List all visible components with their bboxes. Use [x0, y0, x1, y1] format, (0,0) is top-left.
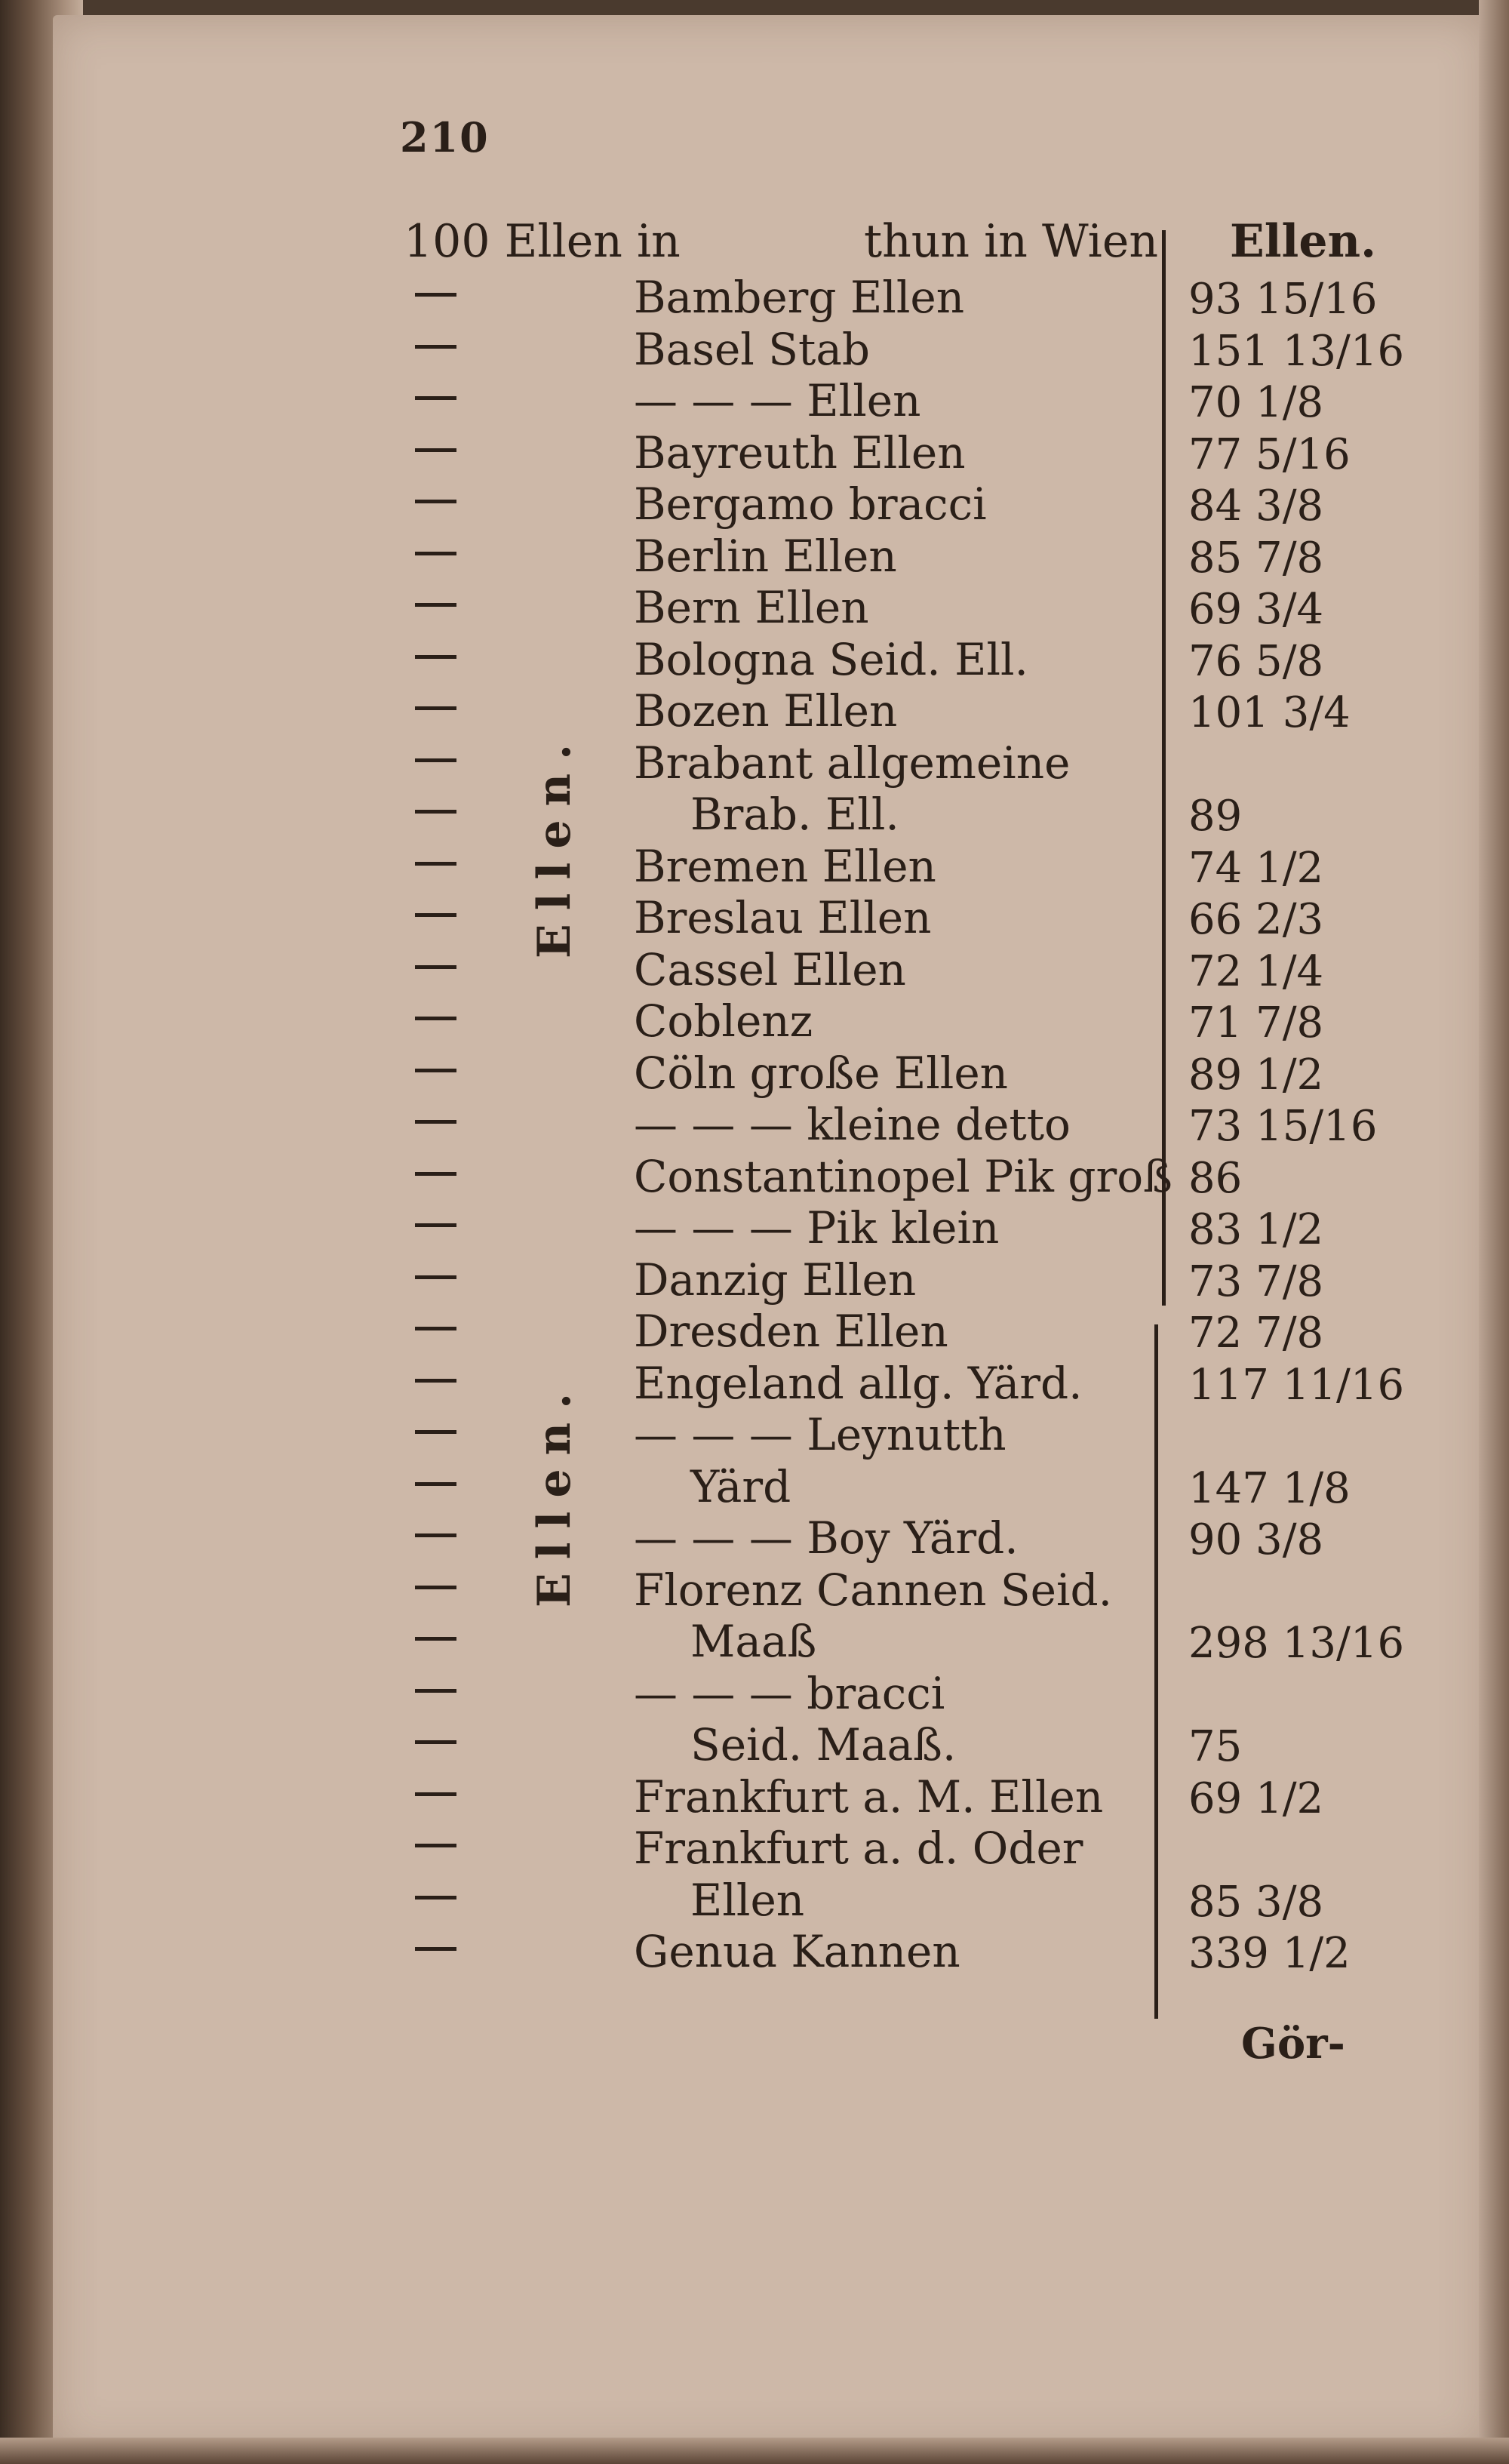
table-row: [0, 789, 1509, 841]
ditto-dash: [415, 396, 456, 400]
measure-value: 93 15/16: [1188, 275, 1378, 324]
measure-value: 72 7/8: [1188, 1309, 1324, 1358]
ditto-dash: [415, 758, 456, 762]
measure-value: 76 5/8: [1188, 636, 1324, 686]
measure-value: 339 1/2: [1188, 1929, 1351, 1978]
place-name: Brab. Ell.: [690, 789, 899, 840]
table-row: [0, 427, 1509, 480]
ditto-dash: [415, 862, 456, 866]
table-row: [0, 1719, 1509, 1772]
place-name: Basel Stab: [634, 323, 871, 375]
ditto-dash: [415, 1017, 456, 1020]
ditto-dash: [415, 1586, 456, 1589]
ditto-dash: [415, 1740, 456, 1744]
table-row: [0, 1771, 1509, 1824]
place-name: — — — Boy Yärd.: [634, 1512, 1019, 1564]
place-name: Bremen Ellen: [634, 840, 936, 892]
measure-value: 151 13/16: [1188, 326, 1405, 376]
table-row: [0, 375, 1509, 428]
table-row: [0, 1202, 1509, 1255]
header-left: 100 Ellen in: [404, 215, 681, 268]
table-row: [0, 531, 1509, 583]
ditto-dash: [415, 1069, 456, 1072]
measure-value: 66 2/3: [1188, 895, 1324, 944]
measure-value: 72 1/4: [1188, 946, 1324, 996]
measure-value: 71 7/8: [1188, 998, 1324, 1047]
table-row: [0, 582, 1509, 635]
place-name: Brabant allgemeine: [634, 737, 1071, 789]
ditto-dash: [415, 1120, 456, 1124]
measure-value: 69 3/4: [1188, 585, 1324, 634]
place-name: Bergamo bracci: [634, 478, 987, 530]
table-row: [0, 944, 1509, 997]
table-row: [0, 1668, 1509, 1721]
place-name: Danzig Ellen: [634, 1254, 917, 1306]
table-row: [0, 1461, 1509, 1514]
ditto-dash: [415, 603, 456, 607]
ditto-dash: [415, 1223, 456, 1227]
side-label-lower: Ellen.: [528, 1379, 581, 1607]
place-name: Bozen Ellen: [634, 685, 898, 737]
table-row: [0, 272, 1509, 325]
place-name: Cassel Ellen: [634, 943, 906, 995]
ditto-dash: [415, 552, 456, 555]
measure-value: 83 1/2: [1188, 1205, 1324, 1254]
ditto-dash: [415, 810, 456, 814]
place-name: Engeland allg. Yärd.: [634, 1357, 1083, 1409]
measure-value: 90 3/8: [1188, 1515, 1324, 1564]
table-row: [0, 1047, 1509, 1100]
place-name: — — — Pik klein: [634, 1202, 1000, 1254]
measure-value: 85 7/8: [1188, 533, 1324, 583]
ditto-dash: [415, 1689, 456, 1693]
place-name: Florenz Cannen Seid.: [634, 1564, 1113, 1616]
table-row: [0, 1358, 1509, 1410]
table-row: [0, 1254, 1509, 1307]
table-row: [0, 324, 1509, 377]
header-middle: thun in Wien: [864, 215, 1158, 268]
place-name: Bologna Seid. Ell.: [634, 633, 1028, 685]
ditto-dash: [415, 1275, 456, 1279]
place-name: Genua Kannen: [634, 1926, 960, 1977]
place-name: Cöln große Ellen: [634, 1047, 1009, 1099]
place-name: — — — Leynutth: [634, 1409, 1007, 1460]
catchword: Gör-: [1241, 2019, 1345, 2069]
table-row: [0, 1409, 1509, 1462]
place-name: — — — Ellen: [634, 375, 921, 426]
place-name: Breslau Ellen: [634, 892, 932, 943]
place-name: Ellen: [690, 1874, 805, 1926]
ditto-dash: [415, 500, 456, 503]
measure-value: 89 1/2: [1188, 1050, 1324, 1100]
measure-value: 73 15/16: [1188, 1102, 1378, 1151]
place-name: Bamberg Ellen: [634, 272, 965, 323]
place-name: Coblenz: [634, 995, 813, 1047]
ditto-dash: [415, 706, 456, 710]
measure-value: 86: [1188, 1153, 1243, 1203]
ditto-dash: [415, 913, 456, 917]
ditto-dash: [415, 1533, 456, 1537]
page-bottom-edge: [0, 2438, 1509, 2464]
measure-value: 101 3/4: [1188, 688, 1351, 737]
table-row: [0, 1616, 1509, 1669]
place-name: Berlin Ellen: [634, 530, 897, 582]
place-name: Seid. Maaß.: [690, 1719, 957, 1770]
ditto-dash: [415, 965, 456, 969]
table-row: [0, 478, 1509, 531]
measure-value: 73 7/8: [1188, 1257, 1324, 1306]
measure-value: 69 1/2: [1188, 1773, 1324, 1823]
place-name: Constantinopel Pik groß: [634, 1150, 1172, 1202]
place-name: Bern Ellen: [634, 582, 869, 633]
ditto-dash: [415, 345, 456, 349]
ditto-dash: [415, 1482, 456, 1486]
measure-value: 85 3/8: [1188, 1877, 1324, 1927]
table-row: [0, 1306, 1509, 1358]
table-row: [0, 685, 1509, 738]
ditto-dash: [415, 1792, 456, 1796]
place-name: — — — bracci: [634, 1667, 945, 1719]
ditto-dash: [415, 1947, 456, 1951]
table-row: [0, 1099, 1509, 1152]
place-name: Bayreuth Ellen: [634, 426, 966, 478]
table-row: [0, 892, 1509, 945]
header-right: Ellen.: [1230, 215, 1377, 268]
table-row: [0, 1151, 1509, 1204]
measure-value: 117 11/16: [1188, 1360, 1405, 1410]
ditto-dash: [415, 448, 456, 452]
table-row: [0, 1512, 1509, 1565]
place-name: Yärd: [690, 1460, 791, 1512]
ditto-dash: [415, 1637, 456, 1641]
ditto-dash: [415, 1327, 456, 1330]
measure-value: 75: [1188, 1722, 1243, 1771]
table-row: [0, 995, 1509, 1048]
ditto-dash: [415, 1844, 456, 1847]
place-name: Frankfurt a. M. Ellen: [634, 1770, 1104, 1823]
page-number: 210: [400, 113, 490, 161]
table-row: [0, 737, 1509, 790]
table-row: [0, 1564, 1509, 1617]
ditto-dash: [415, 293, 456, 297]
ditto-dash: [415, 1379, 456, 1383]
place-name: Frankfurt a. d. Oder: [634, 1823, 1083, 1874]
side-label-upper: Ellen.: [528, 730, 581, 958]
place-name: Maaß: [690, 1616, 817, 1667]
place-name: Dresden Ellen: [634, 1306, 948, 1357]
table-row: [0, 1823, 1509, 1875]
measure-value: 147 1/8: [1188, 1463, 1351, 1513]
ditto-dash: [415, 655, 456, 659]
table-row: [0, 841, 1509, 894]
measure-value: 84 3/8: [1188, 481, 1324, 531]
table-row: [0, 634, 1509, 687]
measure-value: 89: [1188, 792, 1243, 841]
measure-value: 298 13/16: [1188, 1619, 1405, 1668]
ditto-dash: [415, 1430, 456, 1434]
measure-value: 77 5/16: [1188, 429, 1351, 479]
place-name: — — — kleine detto: [634, 1099, 1071, 1150]
ditto-dash: [415, 1172, 456, 1176]
measure-value: 74 1/2: [1188, 843, 1324, 893]
table-row: [0, 1875, 1509, 1927]
table-row: [0, 1926, 1509, 1979]
measure-value: 70 1/8: [1188, 378, 1324, 427]
ditto-dash: [415, 1896, 456, 1900]
